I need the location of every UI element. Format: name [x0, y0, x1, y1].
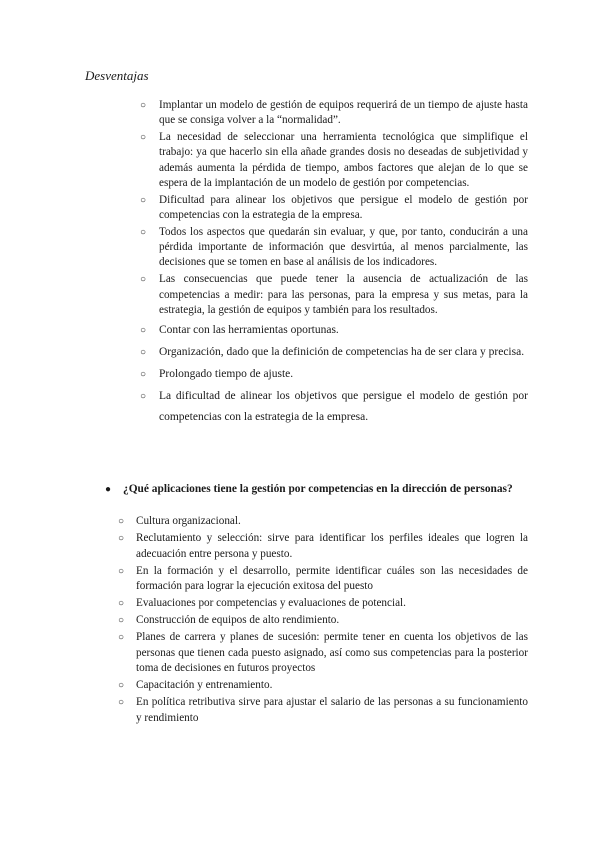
- list-item: ○ Organización, dado que la definición de competencias ha de ser clara y precisa.: [140, 342, 528, 363]
- hollow-bullet-icon: ○: [140, 132, 147, 144]
- list-item: ○ Reclutamiento y selección: sirve para identificar los perfiles ideales que logren la adecuación entre persona y puesto.: [118, 531, 528, 560]
- list-item: ○ Las consecuencias que puede tener la ausencia de actualización de las competencias a medir: para las personas, para la empresa y sus metas, para la estrategia, la gestión de equipos y también para los resultados.: [140, 273, 528, 316]
- hollow-bullet-icon: ○: [118, 697, 125, 709]
- list-item: ○ Prolongado tiempo de ajuste.: [140, 364, 528, 385]
- hollow-bullet-icon: ○: [140, 100, 147, 111]
- list-item: ○ Planes de carrera y planes de sucesión: permite tener en cuenta los objetivos de las personas que tienen cada puesto asignado, así como sus competencias para la posterior toma de decisiones en futuros proyectos: [118, 631, 528, 675]
- hollow-bullet-icon: ○: [140, 390, 147, 402]
- disadvantages-list: [140, 98, 528, 429]
- hollow-bullet-icon: ○: [140, 324, 147, 336]
- hollow-bullet-icon: ○: [118, 516, 125, 527]
- applications-list: [118, 514, 528, 728]
- hollow-bullet-icon: ○: [140, 194, 147, 206]
- list-item: ○ Implantar un modelo de gestión de equipos requerirá de un tiempo de ajuste hasta que se consiga volver a la “normalidad”.: [140, 99, 528, 127]
- list-item: ○ La dificultad de alinear los objetivos que persigue el modelo de gestión por competencias con la estrategia de la empresa.: [140, 386, 528, 428]
- list-item: ○ En política retributiva sirve para ajustar el salario de las personas a su funcionamiento y rendimiento: [118, 696, 528, 724]
- list-item: ○ Dificultad para alinear los objetivos que persigue el modelo de gestión por competencias con la estrategia de la empresa.: [140, 193, 528, 222]
- list-item: ○ Construcción de equipos de alto rendimiento.: [118, 613, 528, 629]
- hollow-bullet-icon: ○: [140, 274, 147, 286]
- hollow-bullet-icon: ○: [118, 680, 125, 692]
- hollow-bullet-icon: ○: [140, 368, 147, 380]
- hollow-bullet-icon: ○: [118, 632, 125, 644]
- question-heading: ● ¿Qué aplicaciones tiene la gestión por competencias en la dirección de personas?: [105, 483, 513, 495]
- hollow-bullet-icon: ○: [118, 598, 125, 610]
- section-title: Desventajas: [85, 68, 149, 83]
- list-item: ○ Contar con las herramientas oportunas.: [140, 320, 528, 341]
- list-item: ○ En la formación y el desarrollo, permite identificar cuáles son las necesidades de formación para lograr la ejecución exitosa del puesto: [118, 564, 528, 593]
- list-item: ○ Capacitación y entrenamiento.: [118, 678, 528, 694]
- hollow-bullet-icon: ○: [118, 532, 125, 544]
- list-item: ○ Evaluaciones por competencias y evaluaciones de potencial.: [118, 596, 528, 612]
- hollow-bullet-icon: ○: [140, 227, 147, 239]
- list-item: ○ La necesidad de seleccionar una herramienta tecnológica que simplifique el trabajo: ya que hacerlo sin ella añade grandes dosis no deseadas de subjetividad y además aumenta la pérdida de tiempo, ambos factores que alejan de lo que se espera de la implantación de un modelo de gestión por competencias.: [140, 131, 528, 189]
- list-item: ○ Cultura organizacional.: [118, 514, 528, 530]
- hollow-bullet-icon: ○: [118, 615, 125, 627]
- list-item: ○ Todos los aspectos que quedarán sin evaluar, y que, por tanto, conducirán a una pérdida importante de información que desvirtúa, al menos parcialmente, las decisiones que se tomen en base al análisis de los indicadores.: [140, 226, 528, 269]
- hollow-bullet-icon: ○: [118, 565, 125, 577]
- hollow-bullet-icon: ○: [140, 346, 147, 358]
- filled-bullet-icon: ●: [105, 484, 112, 495]
